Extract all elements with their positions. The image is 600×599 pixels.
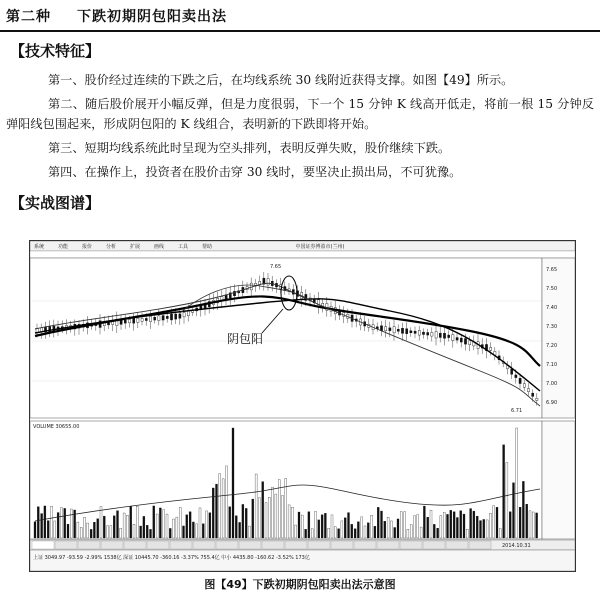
tab-item[interactable]: [55, 541, 77, 549]
volume-bar: [60, 508, 62, 538]
volume-bar: [146, 525, 148, 538]
tab-item[interactable]: [423, 541, 445, 549]
volume-bar: [318, 520, 320, 538]
volume-bar: [338, 529, 340, 538]
volume-bar: [229, 507, 231, 538]
volume-bar: [430, 510, 432, 538]
volume-bar: [456, 518, 458, 538]
candle: [410, 331, 412, 333]
volume-bar: [239, 522, 241, 538]
volume-bar: [192, 522, 194, 538]
volume-bar: [328, 528, 330, 538]
candle: [154, 317, 156, 320]
volume-bar: [447, 514, 449, 538]
candle: [183, 313, 185, 317]
right-axis-tick: 7.50: [546, 286, 558, 292]
volume-bar: [499, 529, 501, 538]
volume-bar: [47, 521, 49, 538]
volume-bar: [282, 495, 284, 538]
volume-bar: [423, 506, 425, 538]
volume-bar: [100, 507, 102, 538]
candle: [456, 338, 458, 341]
candle: [431, 333, 433, 337]
candle: [406, 329, 408, 334]
stock-chart-figure: [29, 240, 576, 572]
tab-item[interactable]: [124, 541, 146, 549]
volume-bar: [374, 526, 376, 538]
volume-bar: [394, 527, 396, 538]
volume-bar: [97, 519, 99, 538]
volume-bar: [179, 507, 181, 538]
volume-bar: [113, 516, 115, 538]
candle: [519, 378, 521, 383]
volume-bar: [90, 529, 92, 538]
volume-bar: [189, 512, 191, 538]
volume-bar: [163, 510, 165, 538]
volume-bar: [364, 526, 366, 538]
volume-bar: [519, 507, 521, 538]
volume-bar: [150, 529, 152, 538]
candle: [515, 375, 517, 378]
candle: [158, 316, 160, 321]
candle: [448, 335, 450, 338]
candle: [460, 338, 462, 342]
candle: [149, 316, 151, 321]
tab-item[interactable]: [32, 541, 54, 549]
volume-bar: [321, 515, 323, 538]
menu-item[interactable]: 扩展: [130, 244, 141, 250]
date-label: 2014.10.31: [502, 543, 531, 549]
tab-item[interactable]: [101, 541, 123, 549]
volume-bar: [377, 507, 379, 538]
volume-bar: [275, 494, 277, 538]
volume-bar: [288, 505, 290, 538]
paragraph-2: 第二、随后股价展开小幅反弹，但是力度很弱，下一个 15 分钟 K 线高开低走，将前一根 15 分钟反弹阳线包围起来，形成阴包阳的 K 线组合，表明新的下跌即将开始。: [6, 97, 594, 131]
candle: [414, 331, 416, 333]
volume-bar: [140, 526, 142, 538]
volume-bar: [298, 512, 300, 538]
volume-label: VOLUME 30655.00: [33, 424, 80, 430]
volume-bar: [516, 428, 518, 538]
volume-bar: [130, 506, 132, 538]
volume-bar: [216, 484, 218, 538]
volume-bar: [173, 519, 175, 538]
candle: [179, 314, 181, 318]
volume-bar: [480, 521, 482, 538]
volume-bar: [470, 509, 472, 538]
candle: [401, 328, 403, 333]
tab-item[interactable]: [239, 541, 261, 549]
volume-bar: [37, 507, 39, 538]
tab-item[interactable]: [170, 541, 192, 549]
volume-bar: [417, 515, 419, 538]
candle: [527, 389, 529, 392]
volume-bar: [437, 528, 439, 538]
volume-bar: [489, 513, 491, 538]
candle: [427, 333, 429, 336]
volume-bar: [387, 517, 389, 538]
volume-bar: [351, 524, 353, 538]
volume-bar: [503, 445, 505, 538]
volume-bar: [414, 516, 416, 538]
tab-item[interactable]: [308, 541, 330, 549]
app-title: 中国证券博盈市(兰州): [295, 244, 345, 250]
volume-axis: [542, 421, 575, 539]
menu-item[interactable]: 分析: [106, 244, 117, 250]
tab-item[interactable]: [147, 541, 169, 549]
volume-bar: [513, 483, 515, 538]
candle: [170, 314, 172, 320]
volume-bar: [159, 508, 161, 538]
volume-bar: [407, 529, 409, 538]
candle: [511, 369, 513, 374]
volume-bar: [400, 512, 402, 538]
volume-bar: [136, 506, 138, 538]
tab-item[interactable]: [331, 541, 353, 549]
volume-bar: [57, 513, 59, 538]
volume-bar: [486, 520, 488, 538]
candle: [389, 328, 391, 331]
candle: [469, 340, 471, 344]
tab-item[interactable]: [285, 541, 307, 549]
volume-bar: [70, 509, 72, 538]
volume-bar: [262, 482, 264, 538]
figure-caption: 图【49】下跌初期阴包阳卖出法示意图: [204, 578, 396, 591]
volume-bar: [460, 511, 462, 538]
candle: [385, 327, 387, 331]
volume-bar: [166, 514, 168, 538]
volume-bar: [483, 519, 485, 538]
volume-bar: [80, 527, 82, 538]
candle: [532, 393, 534, 396]
candle: [464, 339, 466, 345]
candle: [452, 335, 454, 341]
volume-bar: [64, 508, 66, 538]
menu-item[interactable]: 功能: [58, 244, 69, 250]
tab-item[interactable]: [78, 541, 100, 549]
volume-bar: [93, 522, 95, 538]
volume-bar: [354, 529, 356, 538]
tab-item[interactable]: [262, 541, 284, 549]
volume-bar: [77, 522, 79, 538]
volume-bar: [371, 515, 373, 538]
price-low-label: 6.71: [511, 408, 523, 414]
volume-bar: [44, 506, 46, 538]
volume-bar: [311, 529, 313, 538]
volume-bar: [440, 516, 442, 538]
volume-bar: [285, 478, 287, 538]
volume-bar: [450, 510, 452, 538]
volume-bar: [453, 512, 455, 538]
volume-bar: [381, 511, 383, 538]
volume-bar: [249, 526, 251, 538]
volume-bar: [34, 522, 36, 538]
volume-bar: [532, 512, 534, 538]
volume-bar: [324, 513, 326, 538]
candle: [443, 333, 445, 338]
volume-bar: [54, 521, 56, 538]
tab-item[interactable]: [446, 541, 468, 549]
volume-bar: [235, 516, 237, 538]
volume-bar: [87, 523, 89, 538]
volume-bar: [334, 527, 336, 538]
volume-bar: [443, 512, 445, 538]
volume-bar: [268, 497, 270, 538]
candle: [145, 318, 147, 320]
tab-item[interactable]: [354, 541, 376, 549]
candle: [137, 318, 139, 322]
volume-bar: [219, 474, 221, 538]
volume-bar: [153, 506, 155, 538]
volume-bar: [506, 463, 508, 538]
volume-bar: [536, 513, 538, 538]
volume-bar: [202, 524, 204, 538]
price-high-label: 7.65: [270, 264, 282, 270]
volume-bar: [427, 517, 429, 538]
page-title: [6, 6, 227, 26]
chapter-title: 下跌初期阴包阳卖出法: [77, 9, 227, 25]
paragraph-3: 第三、短期均线系统此时呈现为空头排列，表明反弹失败，股价继续下跌。: [48, 141, 451, 155]
volume-bar: [212, 488, 214, 538]
volume-bar: [176, 517, 178, 538]
tab-item[interactable]: [377, 541, 399, 549]
volume-bar: [245, 508, 247, 538]
volume-bar: [344, 518, 346, 538]
volume-bar: [493, 506, 495, 538]
volume-bar: [509, 512, 511, 538]
menu-item[interactable]: 报价: [82, 244, 93, 250]
volume-bar: [252, 499, 254, 538]
menu-item[interactable]: 工具: [178, 244, 189, 250]
volume-bar: [529, 511, 531, 538]
volume-bar: [169, 528, 171, 538]
volume-bar: [186, 515, 188, 538]
volume-bar: [120, 528, 122, 538]
volume-bar: [255, 474, 257, 538]
volume-bar: [196, 524, 198, 538]
volume-bar: [315, 511, 317, 538]
volume-bar: [463, 514, 465, 538]
volume-bar: [183, 526, 185, 538]
volume-bar: [232, 428, 234, 538]
volume-bar: [133, 524, 135, 538]
volume-bar: [433, 524, 435, 538]
volume-bar: [341, 521, 343, 538]
volume-bar: [41, 514, 43, 538]
volume-bar: [390, 521, 392, 538]
volume-bar: [117, 511, 119, 538]
volume-bar: [410, 525, 412, 538]
volume-bar: [308, 512, 310, 538]
paragraph-1: 第一、股价经过连续的下跌之后，在均线系统 30 线附近获得支撑。如图【49】所示。: [48, 73, 514, 87]
candle: [418, 330, 420, 335]
volume-bar: [103, 516, 105, 538]
volume-bar: [404, 512, 406, 538]
right-axis: [542, 258, 575, 418]
tab-item[interactable]: [216, 541, 238, 549]
volume-bar: [123, 513, 125, 538]
title-divider: [0, 30, 600, 32]
right-axis-tick: 7.20: [546, 343, 558, 349]
volume-bar: [420, 527, 422, 538]
candle: [380, 326, 382, 331]
volume-bar: [265, 503, 267, 538]
volume-bar: [156, 514, 158, 538]
volume-bar: [222, 479, 224, 538]
volume-bar: [526, 504, 528, 538]
volume-bar: [397, 519, 399, 538]
volume-bar: [107, 526, 109, 538]
candle: [393, 327, 395, 333]
volume-bar: [331, 515, 333, 538]
paragraph-4: 第四、在操作上，投资者在股价击穿 30 线时，要坚决止损出局，不可犹豫。: [48, 165, 462, 179]
stock-chart-svg: [30, 241, 575, 571]
volume-bar: [242, 504, 244, 538]
volume-bar: [84, 517, 86, 538]
tab-item[interactable]: [400, 541, 422, 549]
volume-bar: [348, 513, 350, 538]
candle: [141, 319, 143, 322]
volume-bar: [258, 498, 260, 538]
candle: [439, 333, 441, 337]
volume-bar: [272, 487, 274, 538]
candle: [317, 300, 319, 307]
candle: [162, 316, 164, 320]
candle: [490, 347, 492, 350]
volume-bar: [361, 517, 363, 538]
tab-item[interactable]: [193, 541, 215, 549]
volume-bar: [476, 516, 478, 538]
chart-toolbar: [30, 251, 575, 258]
candle: [422, 332, 424, 334]
volume-bar: [295, 525, 297, 538]
volume-bar: [305, 529, 307, 538]
menu-item[interactable]: 画线: [154, 244, 165, 250]
candle: [536, 398, 538, 400]
candle: [124, 320, 126, 323]
volume-bar: [209, 513, 211, 538]
volume-bar: [367, 523, 369, 538]
volume-bar: [291, 507, 293, 538]
volume-bar: [206, 511, 208, 538]
volume-bar: [357, 522, 359, 538]
volume-bar: [51, 506, 53, 538]
right-axis-tick: 7.65: [546, 267, 558, 273]
right-axis-tick: 7.40: [546, 305, 558, 311]
candle: [435, 332, 437, 338]
candle: [133, 318, 135, 323]
menu-item[interactable]: 系统: [34, 244, 45, 250]
right-axis-tick: 7.10: [546, 362, 558, 368]
volume-bar: [466, 529, 468, 538]
volume-bar: [110, 526, 112, 538]
right-axis-tick: 7.00: [546, 381, 558, 387]
candle: [166, 316, 168, 318]
volume-bar: [496, 507, 498, 538]
section-heading-chart: 【实战图谱】: [10, 194, 101, 212]
volume-bar: [67, 524, 69, 538]
candle: [128, 319, 130, 322]
candle: [175, 314, 177, 319]
candle: [523, 384, 525, 387]
volume-bar: [522, 481, 524, 538]
right-axis-tick: 7.30: [546, 324, 558, 330]
volume-bar: [473, 511, 475, 538]
menu-item[interactable]: 帮助: [202, 244, 213, 250]
volume-bar: [126, 515, 128, 538]
status-text: 上证 3049.97 -93.59 -2.99% 1538亿 深证 10445.70 -360.16 -3.37% 755.4亿 中小 4435.80 -160.62 -3.52% 173亿: [33, 555, 310, 561]
candle: [225, 295, 227, 299]
candle: [267, 279, 269, 285]
volume-bar: [384, 521, 386, 538]
volume-bar: [143, 516, 145, 538]
volume-bar: [301, 515, 303, 538]
chapter-label: 第二种: [6, 9, 51, 25]
right-axis-tick: 6.90: [546, 400, 558, 406]
volume-bar: [225, 466, 227, 538]
candle: [397, 329, 399, 331]
tab-item[interactable]: [469, 541, 491, 549]
volume-bar: [199, 508, 201, 538]
section-heading-features: 【技术特征】: [10, 42, 101, 60]
annotation-label: 阴包阳: [227, 332, 264, 346]
